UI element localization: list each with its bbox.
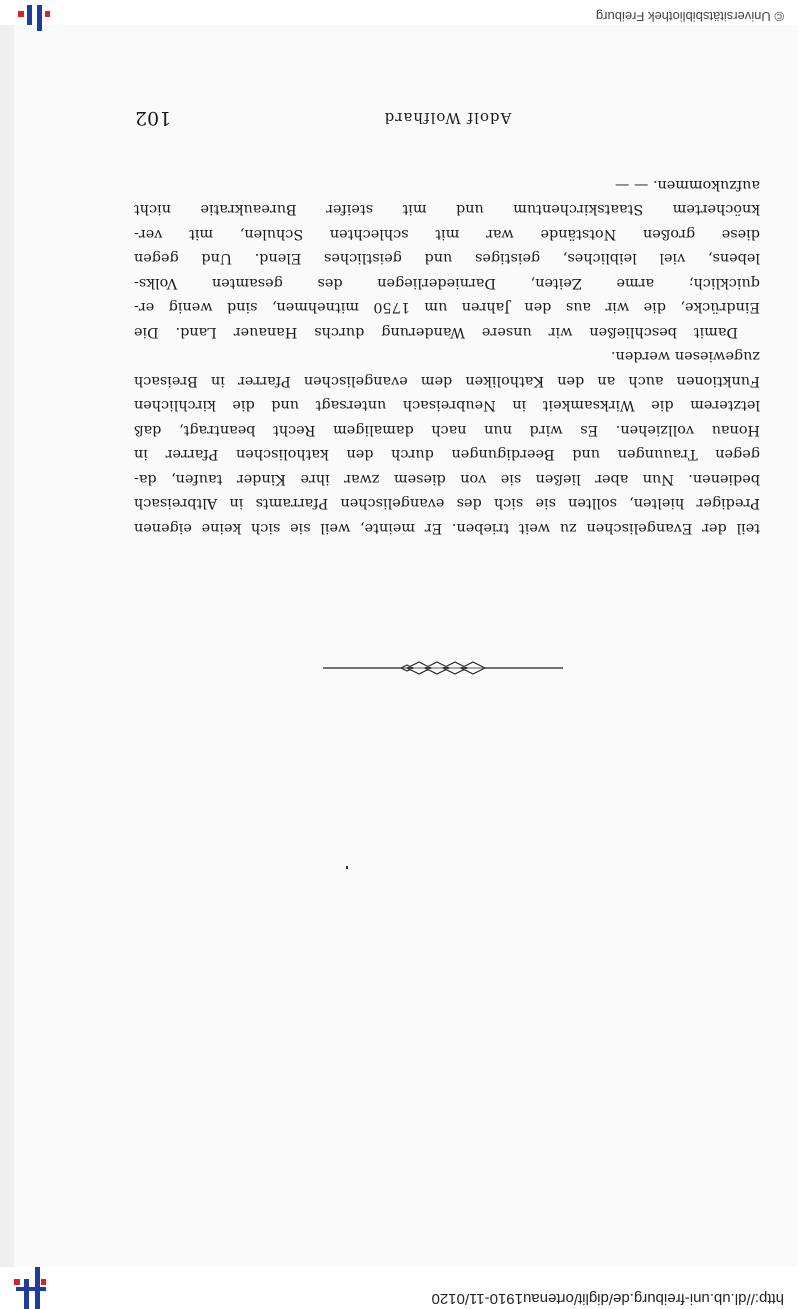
page-number: 102: [135, 107, 172, 129]
text-line: Prediger hielten, sollten sie sich des evangelischen Pfarramts in Altbreisach: [134, 495, 760, 512]
running-head-title: Adolf Wolfhard: [383, 109, 512, 127]
body-text: [134, 173, 760, 541]
scan-speck: [346, 866, 348, 869]
text-line: bedienen. Nun aber ließen sie von diesem zwar ihre Kinder taufen, da-: [134, 471, 760, 487]
text-line: Eindrücke, die wir aus den Jahren um 1750 mitnehmen, sind wenig er-: [134, 299, 760, 316]
text-line: knöchertem Staatskirchentum und mit steifer Bureaukratie nicht: [134, 201, 760, 218]
text-line: zugewiesen werden.: [610, 348, 760, 365]
university-logo-icon: [6, 1267, 46, 1309]
copyright-notice: © Universitätsbibliothek Freiburg: [595, 9, 784, 24]
text-line: lebens, viel leibliches, geistiges und geistliches Elend. Und gegen: [134, 250, 760, 267]
text-line: Funktionen auch an den Katholiken dem evangelischen Pfarrer in Breisach: [134, 373, 760, 389]
text-line: letzterem die Wirksamkeit in Neubreisach untersagt und die kirchlichen: [134, 397, 760, 414]
text-line: diese großen Notstände war mit schlechten Schulen, mit ver-: [134, 226, 760, 242]
text-line: quicklich; arme Zeiten, Darniederliegen des gesamten Volks-: [134, 275, 760, 291]
text-line: aufzukommen. — —: [615, 177, 760, 193]
running-head: [135, 99, 760, 129]
text-line: Honau vollziehen. Es wird nun nach damaligem Recht beantragt, daß: [134, 422, 760, 438]
copyright-logo-icon: [10, 5, 50, 31]
text-line: gegen Trauungen und Beerdigungen durch den katholischen Pfarrer in: [134, 446, 760, 463]
page-edge: [0, 25, 14, 1267]
text-line: teil der Evangelischen zu weit trieben. Er meinte, weil sie sich keine eigenen: [134, 520, 760, 536]
source-header: [0, 1267, 800, 1309]
source-url[interactable]: http://dl.ub.uni-freiburg.de/diglit/ortenau1910-11/0120: [431, 1290, 784, 1307]
text-line: Damit beschließen wir unsere Wanderung durchs Hanauer Land. Die: [134, 324, 738, 340]
section-divider-ornament: [323, 659, 563, 677]
